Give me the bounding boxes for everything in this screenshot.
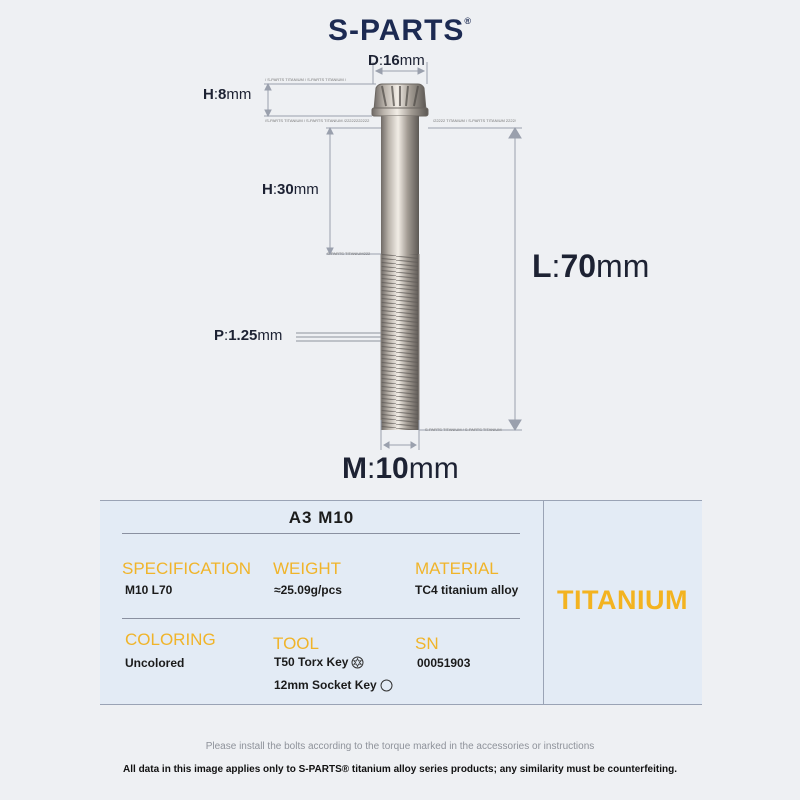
dimension-length-arrow bbox=[419, 128, 522, 430]
torx-icon bbox=[351, 656, 364, 669]
label-shank-height: H:30mm bbox=[262, 181, 319, 198]
dimension-shank-height-arrow bbox=[326, 128, 381, 254]
weight-value: ≈25.09g/pcs bbox=[274, 583, 342, 597]
micro-text-bottom: S-PARTS TITANIUM / S-PARTS TITANIUM bbox=[425, 427, 502, 432]
label-pitch: P:1.25mm bbox=[214, 327, 283, 344]
weight-label: WEIGHT bbox=[273, 559, 341, 578]
tool-value-torx: T50 Torx Key bbox=[274, 655, 364, 669]
bolt-thread bbox=[381, 254, 419, 430]
divider-middle bbox=[122, 618, 520, 619]
brand-name: S-PARTS bbox=[327, 14, 465, 47]
sn-label: SN bbox=[415, 634, 439, 653]
registered-mark: ® bbox=[464, 16, 473, 26]
dimension-pitch-lines bbox=[296, 333, 381, 341]
bolt-head bbox=[372, 84, 428, 116]
micro-text-flange-left: /S-PARTS TITANIUM / S-PARTS TITANIUM /22222222222 bbox=[265, 118, 370, 123]
specification-label: SPECIFICATION bbox=[122, 559, 252, 578]
label-head-diameter: D:16mm bbox=[368, 52, 425, 69]
micro-text-top: / S-PARTS TITANIUM / S-PARTS TITANIUM / bbox=[265, 77, 346, 82]
label-thread-size: M:10mm bbox=[342, 452, 459, 485]
micro-text-shank-end: S-PARTS TITANIUM222 bbox=[327, 251, 371, 256]
material-value: TC4 titanium alloy bbox=[415, 583, 519, 597]
socket-icon bbox=[380, 679, 393, 692]
install-note: Please install the bolts according to the torque marked in the accessories or instructions bbox=[205, 741, 595, 752]
bolt-shank bbox=[381, 116, 419, 254]
disclaimer: All data in this image applies only to S-PARTS® titanium alloy series products; any similarity must be counterfeiting. bbox=[123, 764, 677, 775]
label-head-height: H:8mm bbox=[203, 86, 252, 103]
sn-value: 00051903 bbox=[417, 656, 471, 670]
material-label: MATERIAL bbox=[415, 559, 499, 578]
coloring-label: COLORING bbox=[125, 630, 216, 649]
specification-value: M10 L70 bbox=[125, 583, 173, 597]
coloring-value: Uncolored bbox=[125, 656, 185, 670]
micro-text-flange-right: /22222 TITANIUM / S-PARTS TITANIUM 2222/ bbox=[433, 118, 516, 123]
model-title: A3 M10 bbox=[288, 508, 355, 527]
divider-top bbox=[122, 533, 520, 534]
material-badge: TITANIUM bbox=[557, 585, 688, 615]
tool-value-socket: 12mm Socket Key bbox=[274, 678, 393, 692]
dimension-head-height-arrow bbox=[264, 84, 376, 116]
label-length: L:70mm bbox=[532, 248, 650, 284]
tool-label: TOOL bbox=[273, 634, 319, 653]
